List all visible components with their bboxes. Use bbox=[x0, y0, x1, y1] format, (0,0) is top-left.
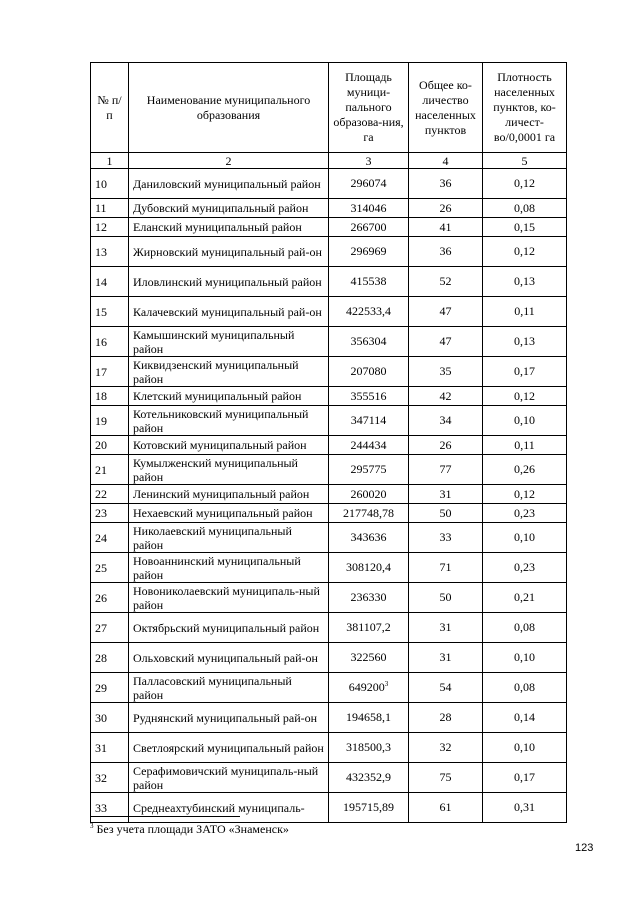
table-row bbox=[91, 297, 567, 327]
row-number: 14 bbox=[91, 267, 129, 297]
row-number: 18 bbox=[91, 387, 129, 406]
municipal-table bbox=[90, 62, 567, 823]
row-name: Руднянский муниципальный рай-он bbox=[129, 703, 329, 733]
row-density: 0,23 bbox=[483, 553, 567, 583]
table-row bbox=[91, 218, 567, 237]
table-row bbox=[91, 703, 567, 733]
row-number: 31 bbox=[91, 733, 129, 763]
table-row bbox=[91, 327, 567, 357]
row-number: 22 bbox=[91, 485, 129, 504]
row-number: 21 bbox=[91, 455, 129, 485]
row-area: 322560 bbox=[329, 643, 409, 673]
row-count: 41 bbox=[409, 218, 483, 237]
row-area: 381107,2 bbox=[329, 613, 409, 643]
table-row bbox=[91, 387, 567, 406]
row-count: 42 bbox=[409, 387, 483, 406]
row-area: 244434 bbox=[329, 436, 409, 455]
row-number: 33 bbox=[91, 793, 129, 823]
row-name: Жирновский муниципальный рай-он bbox=[129, 237, 329, 267]
footnote-text: Без учета площади ЗАТО «Знаменск» bbox=[96, 822, 289, 836]
row-area: 314046 bbox=[329, 199, 409, 218]
row-name: Серафимовичский муниципаль-ный район bbox=[129, 763, 329, 793]
row-name: Еланский муниципальный район bbox=[129, 218, 329, 237]
row-number: 29 bbox=[91, 673, 129, 703]
header-area: Площадь муници-пального образова-ния, га bbox=[329, 63, 409, 153]
row-area: 347114 bbox=[329, 406, 409, 436]
row-area: 318500,3 bbox=[329, 733, 409, 763]
row-number: 13 bbox=[91, 237, 129, 267]
row-number: 26 bbox=[91, 583, 129, 613]
row-density: 0,26 bbox=[483, 455, 567, 485]
row-name: Камышинский муниципальный район bbox=[129, 327, 329, 357]
row-count: 34 bbox=[409, 406, 483, 436]
row-count: 35 bbox=[409, 357, 483, 387]
table-row bbox=[91, 267, 567, 297]
row-density: 0,13 bbox=[483, 267, 567, 297]
row-name: Кумылженский муниципальный район bbox=[129, 455, 329, 485]
row-density: 0,21 bbox=[483, 583, 567, 613]
table-row bbox=[91, 523, 567, 553]
row-density: 0,14 bbox=[483, 703, 567, 733]
row-area: 296074 bbox=[329, 169, 409, 199]
row-area: 195715,89 bbox=[329, 793, 409, 823]
row-count: 32 bbox=[409, 733, 483, 763]
table-row bbox=[91, 673, 567, 703]
row-number: 20 bbox=[91, 436, 129, 455]
row-density: 0,08 bbox=[483, 673, 567, 703]
row-name: Даниловский муниципальный район bbox=[129, 169, 329, 199]
row-count: 47 bbox=[409, 327, 483, 357]
row-count: 31 bbox=[409, 643, 483, 673]
row-area: 343636 bbox=[329, 523, 409, 553]
row-count: 31 bbox=[409, 613, 483, 643]
row-name: Котельниковский муниципальный район bbox=[129, 406, 329, 436]
row-density: 0,31 bbox=[483, 793, 567, 823]
row-count: 26 bbox=[409, 199, 483, 218]
row-name: Ленинский муниципальный район bbox=[129, 485, 329, 504]
row-count: 28 bbox=[409, 703, 483, 733]
row-number: 16 bbox=[91, 327, 129, 357]
row-number: 30 bbox=[91, 703, 129, 733]
row-count: 36 bbox=[409, 237, 483, 267]
row-density: 0,10 bbox=[483, 406, 567, 436]
row-name: Октябрьский муниципальный район bbox=[129, 613, 329, 643]
row-number: 12 bbox=[91, 218, 129, 237]
row-count: 75 bbox=[409, 763, 483, 793]
row-area: 296969 bbox=[329, 237, 409, 267]
row-name: Котовский муниципальный район bbox=[129, 436, 329, 455]
row-density: 0,13 bbox=[483, 327, 567, 357]
row-density: 0,10 bbox=[483, 523, 567, 553]
row-density: 0,10 bbox=[483, 733, 567, 763]
row-density: 0,17 bbox=[483, 357, 567, 387]
row-count: 26 bbox=[409, 436, 483, 455]
row-number: 24 bbox=[91, 523, 129, 553]
header-name: Наименование муниципального образования bbox=[129, 63, 329, 153]
row-number: 19 bbox=[91, 406, 129, 436]
table-row bbox=[91, 199, 567, 218]
table-row bbox=[91, 357, 567, 387]
row-count: 61 bbox=[409, 793, 483, 823]
column-number: 3 bbox=[329, 153, 409, 169]
row-area: 295775 bbox=[329, 455, 409, 485]
row-area: 356304 bbox=[329, 327, 409, 357]
row-count: 36 bbox=[409, 169, 483, 199]
row-name: Иловлинский муниципальный район bbox=[129, 267, 329, 297]
row-density: 0,12 bbox=[483, 485, 567, 504]
row-count: 47 bbox=[409, 297, 483, 327]
table-row bbox=[91, 613, 567, 643]
table-row bbox=[91, 504, 567, 523]
row-count: 33 bbox=[409, 523, 483, 553]
row-area: 260020 bbox=[329, 485, 409, 504]
row-area: 649200$^3$ bbox=[329, 673, 409, 703]
column-number-row bbox=[91, 153, 567, 169]
page-number: 123 bbox=[575, 842, 594, 854]
row-name: Николаевский муниципальный район bbox=[129, 523, 329, 553]
row-count: 77 bbox=[409, 455, 483, 485]
row-area: 422533,4 bbox=[329, 297, 409, 327]
row-density: 0,08 bbox=[483, 613, 567, 643]
row-density: 0,11 bbox=[483, 436, 567, 455]
row-number: 15 bbox=[91, 297, 129, 327]
table-row bbox=[91, 763, 567, 793]
row-number: 17 bbox=[91, 357, 129, 387]
row-area: 432352,9 bbox=[329, 763, 409, 793]
table-row bbox=[91, 553, 567, 583]
row-number: 28 bbox=[91, 643, 129, 673]
table-row bbox=[91, 485, 567, 504]
row-name: Нехаевский муниципальный район bbox=[129, 504, 329, 523]
row-name: Клетский муниципальный район bbox=[129, 387, 329, 406]
row-number: 11 bbox=[91, 199, 129, 218]
footnote-divider bbox=[90, 816, 240, 817]
column-number: 1 bbox=[91, 153, 129, 169]
row-name: Палласовский муниципальный район bbox=[129, 673, 329, 703]
header-count: Общее ко-личество населенных пунктов bbox=[409, 63, 483, 153]
table-row bbox=[91, 793, 567, 823]
row-count: 50 bbox=[409, 504, 483, 523]
row-count: 54 bbox=[409, 673, 483, 703]
row-area: 217748,78 bbox=[329, 504, 409, 523]
footnote bbox=[90, 822, 289, 837]
table-row bbox=[91, 643, 567, 673]
row-count: 52 bbox=[409, 267, 483, 297]
row-area: 194658,1 bbox=[329, 703, 409, 733]
table-row bbox=[91, 733, 567, 763]
row-density: 0,12 bbox=[483, 237, 567, 267]
row-density: 0,11 bbox=[483, 297, 567, 327]
column-number: 5 bbox=[483, 153, 567, 169]
row-density: 0,12 bbox=[483, 387, 567, 406]
row-density: 0,23 bbox=[483, 504, 567, 523]
table-row bbox=[91, 169, 567, 199]
header-density: Плотность населенных пунктов, ко-личест-во/0,0001 га bbox=[483, 63, 567, 153]
row-name: Ольховский муниципальный рай-он bbox=[129, 643, 329, 673]
row-name: Новоаннинский муниципальный район bbox=[129, 553, 329, 583]
row-area: 236330 bbox=[329, 583, 409, 613]
row-name: Светлоярский муниципальный район bbox=[129, 733, 329, 763]
row-name: Киквидзенский муниципальный район bbox=[129, 357, 329, 387]
row-area: 207080 bbox=[329, 357, 409, 387]
table-row bbox=[91, 237, 567, 267]
table-body bbox=[91, 169, 567, 823]
row-density: 0,08 bbox=[483, 199, 567, 218]
footnote-marker: 3 bbox=[90, 822, 94, 830]
table-row bbox=[91, 406, 567, 436]
header-number: № п/ п bbox=[91, 63, 129, 153]
row-number: 32 bbox=[91, 763, 129, 793]
row-density: 0,17 bbox=[483, 763, 567, 793]
row-name: Дубовский муниципальный район bbox=[129, 199, 329, 218]
row-area: 308120,4 bbox=[329, 553, 409, 583]
column-number: 2 bbox=[129, 153, 329, 169]
row-name: Калачевский муниципальный рай-он bbox=[129, 297, 329, 327]
row-number: 10 bbox=[91, 169, 129, 199]
row-area: 415538 bbox=[329, 267, 409, 297]
row-area: 355516 bbox=[329, 387, 409, 406]
header-row bbox=[91, 63, 567, 153]
table-row bbox=[91, 583, 567, 613]
row-density: 0,12 bbox=[483, 169, 567, 199]
table-row bbox=[91, 455, 567, 485]
row-number: 27 bbox=[91, 613, 129, 643]
row-density: 0,10 bbox=[483, 643, 567, 673]
row-density: 0,15 bbox=[483, 218, 567, 237]
row-count: 31 bbox=[409, 485, 483, 504]
row-count: 71 bbox=[409, 553, 483, 583]
row-name: Новониколаевский муниципаль-ный район bbox=[129, 583, 329, 613]
row-number: 25 bbox=[91, 553, 129, 583]
row-number: 23 bbox=[91, 504, 129, 523]
column-number: 4 bbox=[409, 153, 483, 169]
row-area: 266700 bbox=[329, 218, 409, 237]
table-row bbox=[91, 436, 567, 455]
row-count: 50 bbox=[409, 583, 483, 613]
area-footnote-marker: 3 bbox=[384, 680, 389, 688]
row-name: Среднеахтубинский муниципаль- bbox=[129, 793, 329, 823]
